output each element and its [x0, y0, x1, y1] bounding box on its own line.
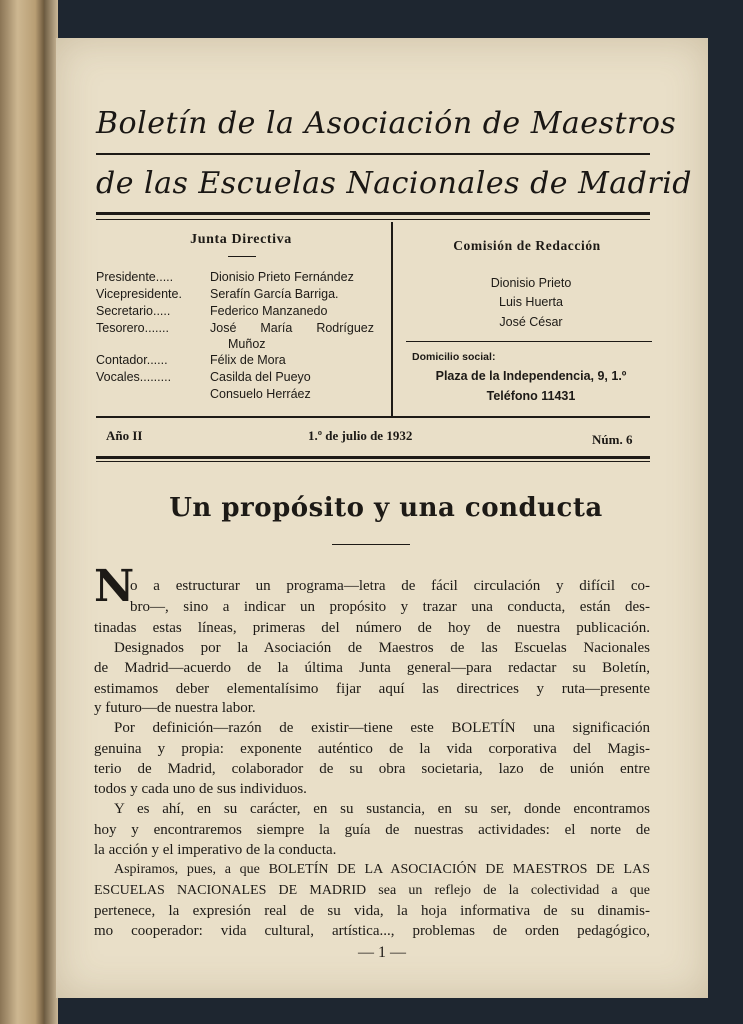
role-vocales: Vocales.........	[96, 370, 172, 384]
book-cover-edge	[0, 0, 44, 1024]
comision-member-1: Dionisio Prieto	[490, 276, 572, 290]
issue-number: Núm. 6	[592, 432, 633, 447]
body-line-16: ESCUELAS NACIONALES DE MADRID sea un reflejo de la colectividad a que	[94, 883, 650, 898]
body-line-12: Y es ahí, en su carácter, en su sustancia, en su ser, donde encontramos	[114, 801, 650, 817]
body-line-1: o a estructurar un programa—letra de fácil circulación y difícil co-	[130, 578, 650, 594]
name-tesorero: José María Rodríguez	[210, 321, 374, 335]
body-line-3: tinadas estas líneas, primeras del número de hoy de nuestra publicación.	[94, 620, 650, 636]
comision-member-3: José César	[499, 315, 563, 329]
comision-member-2: Luis Huerta	[499, 295, 563, 309]
name-secretario: Federico Manzanedo	[210, 304, 328, 318]
comision-rule	[406, 341, 652, 342]
body-line-5: de Madrid—acuerdo de la última Junta general—para redactar su Boletín,	[94, 660, 650, 676]
issue-rule-bottom-thin	[96, 461, 650, 462]
name-tesorero-cont: Muñoz	[228, 337, 266, 351]
drop-cap: N	[94, 561, 135, 612]
domicilio-phone: Teléfono 11431	[486, 389, 576, 403]
role-secretario: Secretario.....	[96, 304, 171, 318]
body-line-4: Designados por la Asociación de Maestros de las Escuelas Nacionales	[114, 640, 650, 656]
domicilio-address: Plaza de la Independencia, 9, 1.º	[435, 369, 627, 383]
issue-year: Año II	[106, 428, 143, 443]
article-title: Un propósito y una conducta	[169, 493, 603, 523]
role-vicepresidente: Vicepresidente.	[96, 287, 182, 301]
role-tesorero: Tesorero.......	[96, 321, 169, 335]
body-line-14: la acción y el imperativo de la conducta.	[94, 842, 337, 858]
body-line-15: Aspiramos, pues, a que BOLETÍN DE LA ASOCIACIÓN DE MAESTROS DE LAS	[114, 862, 650, 877]
junta-underline	[228, 256, 256, 257]
name-contador: Félix de Mora	[210, 353, 286, 367]
page-number: — 1 —	[358, 944, 406, 961]
body-line-8: Por definición—razón de existir—tiene este BOLETÍN una significación	[114, 720, 650, 736]
domicilio-label: Domicilio social:	[412, 351, 496, 363]
body-line-18: mo cooperador: vida cultural, artística..., problemas de orden pedagógico,	[94, 923, 650, 939]
comision-title: Comisión de Redacción	[453, 238, 601, 253]
column-divider	[391, 222, 393, 418]
title-underline	[332, 544, 410, 545]
body-line-7: y futuro—de nuestra labor.	[94, 700, 256, 716]
name-presidente: Dionisio Prieto Fernández	[210, 270, 354, 284]
body-line-17: pertenece, la expresión real de su vida, la hoja informativa de su dinamis-	[94, 903, 650, 919]
role-contador: Contador......	[96, 353, 168, 367]
document-page	[56, 38, 708, 998]
masthead-rule-2	[96, 212, 650, 215]
role-presidente: Presidente.....	[96, 270, 174, 284]
body-line-11: todos y cada uno de sus individuos.	[94, 781, 307, 797]
masthead-rule-3	[96, 219, 650, 220]
body-line-13: hoy y encontraremos siempre la guía de nuestras actividades: el norte de	[94, 822, 650, 838]
junta-title: Junta Directiva	[190, 232, 292, 247]
body-line-10: terio de Madrid, colaborador de su obra societaria, lazo de unión entre	[94, 761, 650, 777]
issue-rule-top	[96, 416, 650, 418]
masthead-rule-1	[96, 153, 650, 155]
issue-rule-bottom	[96, 456, 650, 459]
body-line-2: bro—, sino a indicar un propósito y trazar una conducta, están des-	[130, 599, 650, 615]
body-line-9: genuina y propia: exponente auténtico de la vida corporativa del Magis-	[94, 741, 650, 757]
masthead-line-2: de las Escuelas Nacionales de Madrid	[96, 166, 693, 201]
name-vocal-1: Casilda del Pueyo	[210, 370, 311, 384]
masthead-line-1: Boletín de la Asociación de Maestros	[96, 106, 677, 141]
name-vocal-2: Consuelo Herráez	[210, 387, 311, 401]
name-vicepresidente: Serafín García Barriga.	[210, 287, 339, 301]
body-line-6: estimamos deber elementalísimo fijar aquí las directrices y ruta—presente	[94, 681, 650, 697]
issue-date: 1.º de julio de 1932	[308, 428, 413, 443]
